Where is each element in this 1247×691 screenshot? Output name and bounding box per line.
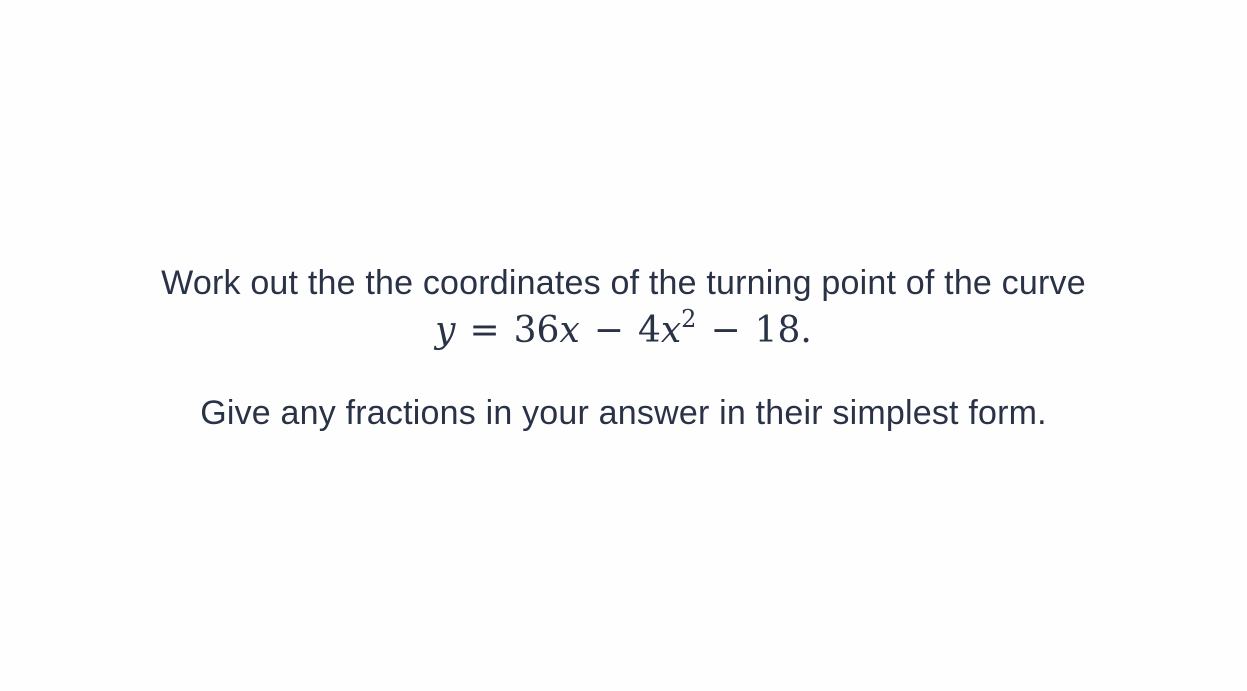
equation-constant: 18 — [754, 309, 801, 351]
equation-lhs: y — [435, 309, 456, 351]
equation-equals: = — [469, 309, 500, 351]
equation-minus-1: − — [593, 309, 624, 351]
question-prompt: Work out the the coordinates of the turning point of the curve — [161, 263, 1086, 302]
equation-minus-2: − — [710, 309, 741, 351]
equation-term2-exponent: 2 — [681, 304, 697, 333]
equation-term2-coef: 4 — [637, 309, 661, 351]
equation-end: . — [800, 309, 812, 351]
equation-term1-var: x — [559, 309, 580, 351]
question-instruction: Give any fractions in your answer in their simplest form. — [200, 393, 1047, 432]
equation-term2-var: x — [660, 309, 682, 351]
curve-equation — [435, 304, 812, 355]
equation-term1-coef: 36 — [513, 309, 560, 351]
